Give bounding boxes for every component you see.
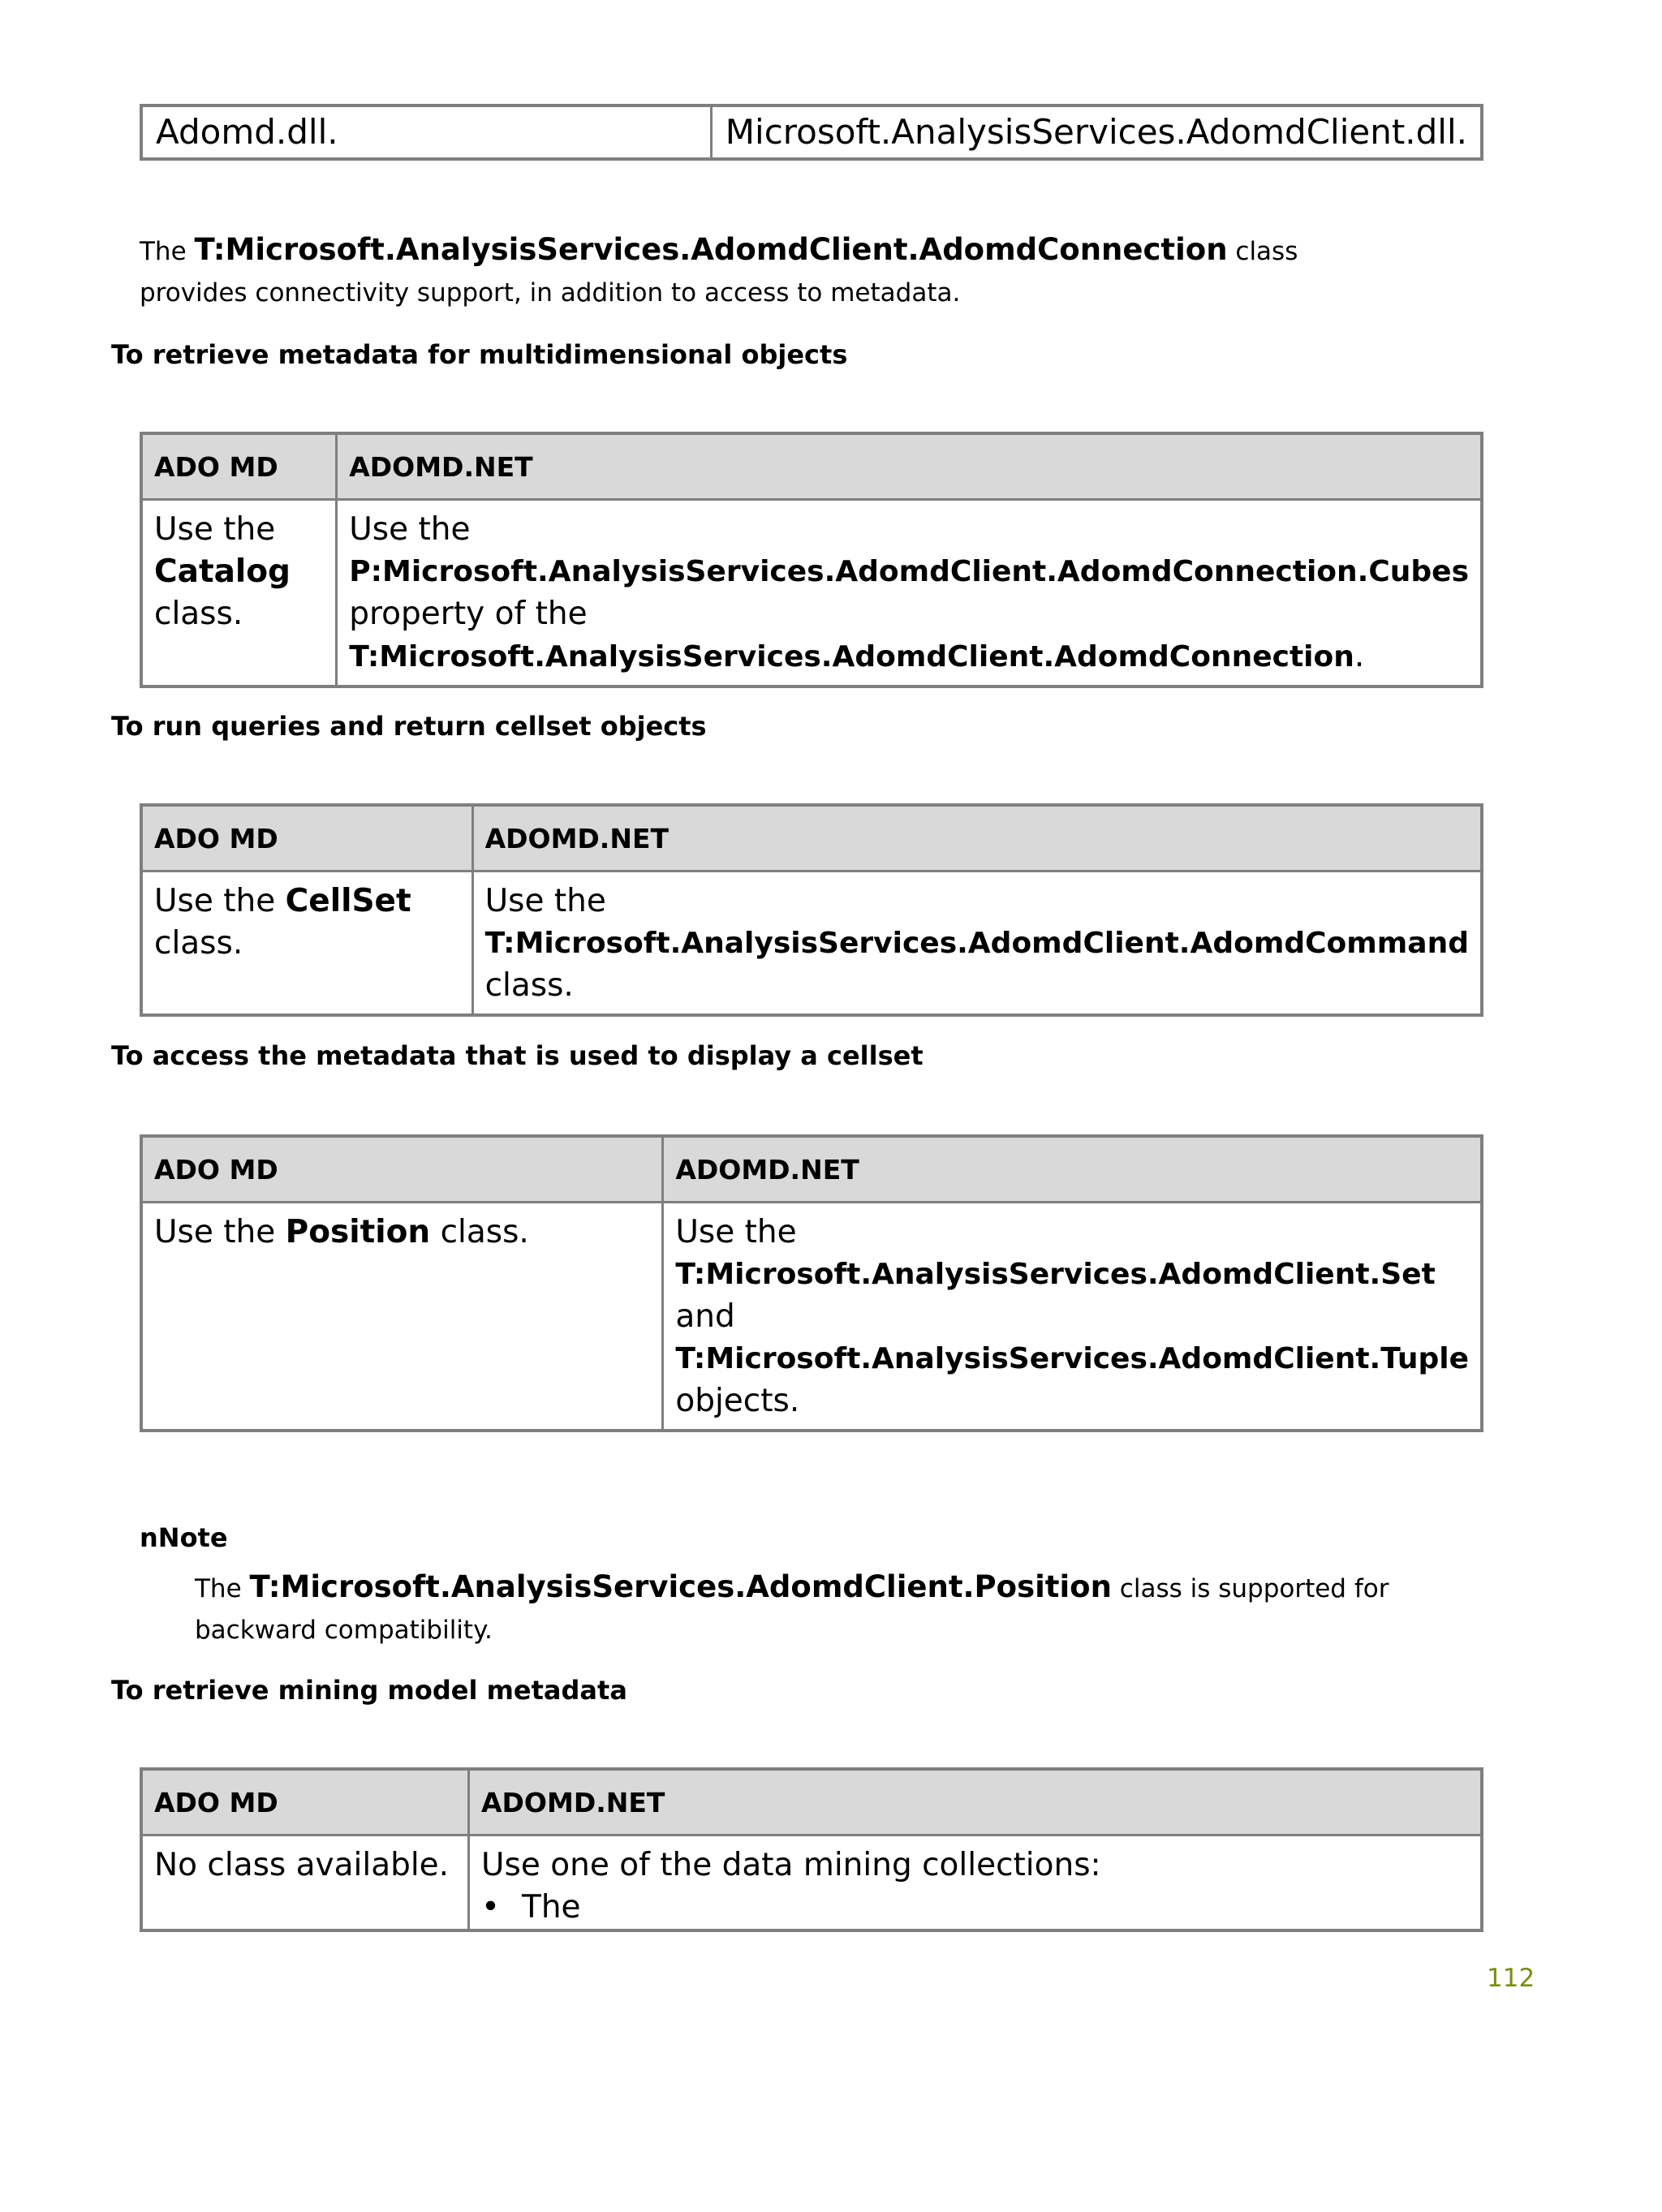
table-header-row: [141, 805, 1482, 871]
assembly-table: [140, 104, 1483, 161]
class-reference: T:Microsoft.AnalysisServices.AdomdClient.AdomdConnection: [194, 232, 1228, 267]
class-reference: T:Microsoft.AnalysisServices.AdomdClient.AdomdCommand: [484, 927, 1469, 960]
column-header: ADO MD: [141, 1769, 469, 1835]
table-row: [141, 1203, 1482, 1431]
table-header-row: [141, 433, 1482, 500]
table-cell: Use the T:Microsoft.AnalysisServices.AdomdClient.Set and T:Microsoft.AnalysisServices.AdomdClient.Tuple objects.: [663, 1203, 1482, 1431]
column-header: ADO MD: [141, 433, 337, 500]
table-cell: Use the T:Microsoft.AnalysisServices.AdomdClient.AdomdCommand class.: [472, 871, 1482, 1016]
table-cell: Use the CellSet class.: [141, 871, 472, 1016]
column-header: ADO MD: [141, 805, 472, 871]
section-heading: To access the metadata that is used to display a cellset: [111, 1040, 924, 1071]
comparison-table: [140, 432, 1483, 688]
section-heading: To retrieve mining model metadata: [111, 1675, 627, 1706]
table-cell: Use the Catalog class.: [141, 500, 337, 687]
comparison-table: [140, 1767, 1483, 1932]
comparison-table: [140, 803, 1483, 1017]
class-reference: T:Microsoft.AnalysisServices.AdomdClient.Tuple: [675, 1342, 1469, 1375]
column-header: ADOMD.NET: [663, 1136, 1482, 1203]
table-cell: Use the Position class.: [141, 1203, 663, 1431]
table-header-row: [141, 1136, 1482, 1203]
table-cell: No class available.: [141, 1835, 469, 1931]
intro-text: class provides connectivity support, in addition to access to metadata.: [140, 237, 1298, 308]
property-reference: P:Microsoft.AnalysisServices.AdomdClient.AdomdConnection.Cubes: [349, 555, 1469, 588]
column-header: ADOMD.NET: [472, 805, 1482, 871]
section-heading: To retrieve metadata for multidimensional objects: [111, 339, 848, 370]
column-header: ADOMD.NET: [337, 433, 1482, 500]
table-cell: Adomd.dll.: [141, 105, 711, 159]
class-reference: T:Microsoft.AnalysisServices.AdomdClient.Set: [675, 1258, 1436, 1291]
column-header: ADOMD.NET: [469, 1769, 1483, 1835]
table-row: [141, 500, 1482, 687]
class-reference: T:Microsoft.AnalysisServices.AdomdClient.AdomdConnection: [349, 640, 1354, 673]
intro-text: The: [140, 237, 195, 266]
table-header-row: [141, 1769, 1482, 1835]
table-cell: Microsoft.AnalysisServices.AdomdClient.dll.: [711, 105, 1482, 159]
note-body: The T:Microsoft.AnalysisServices.AdomdClient.Position class is supported for backward compatibility.: [195, 1569, 1389, 1645]
table-row: [141, 1835, 1482, 1931]
note-title: nNote: [140, 1522, 228, 1553]
section-heading: To run queries and return cellset objects: [111, 711, 707, 742]
list-item: • The: [522, 1887, 1469, 1929]
table-row: [141, 871, 1482, 1016]
intro-paragraph: [140, 229, 1357, 314]
class-reference: T:Microsoft.AnalysisServices.AdomdClient.Position: [249, 1569, 1112, 1604]
table-row: [141, 105, 1482, 159]
page-number: 112: [1487, 1964, 1535, 1993]
comparison-table: [140, 1134, 1483, 1432]
column-header: ADO MD: [141, 1136, 663, 1203]
mining-collections-list: [481, 1887, 1469, 1929]
table-cell: Use the P:Microsoft.AnalysisServices.AdomdClient.AdomdConnection.Cubes property of the T:Microsoft.AnalysisServices.AdomdClient.AdomdConnection.: [337, 500, 1482, 687]
table-cell: Use one of the data mining collections: • The: [469, 1835, 1483, 1931]
